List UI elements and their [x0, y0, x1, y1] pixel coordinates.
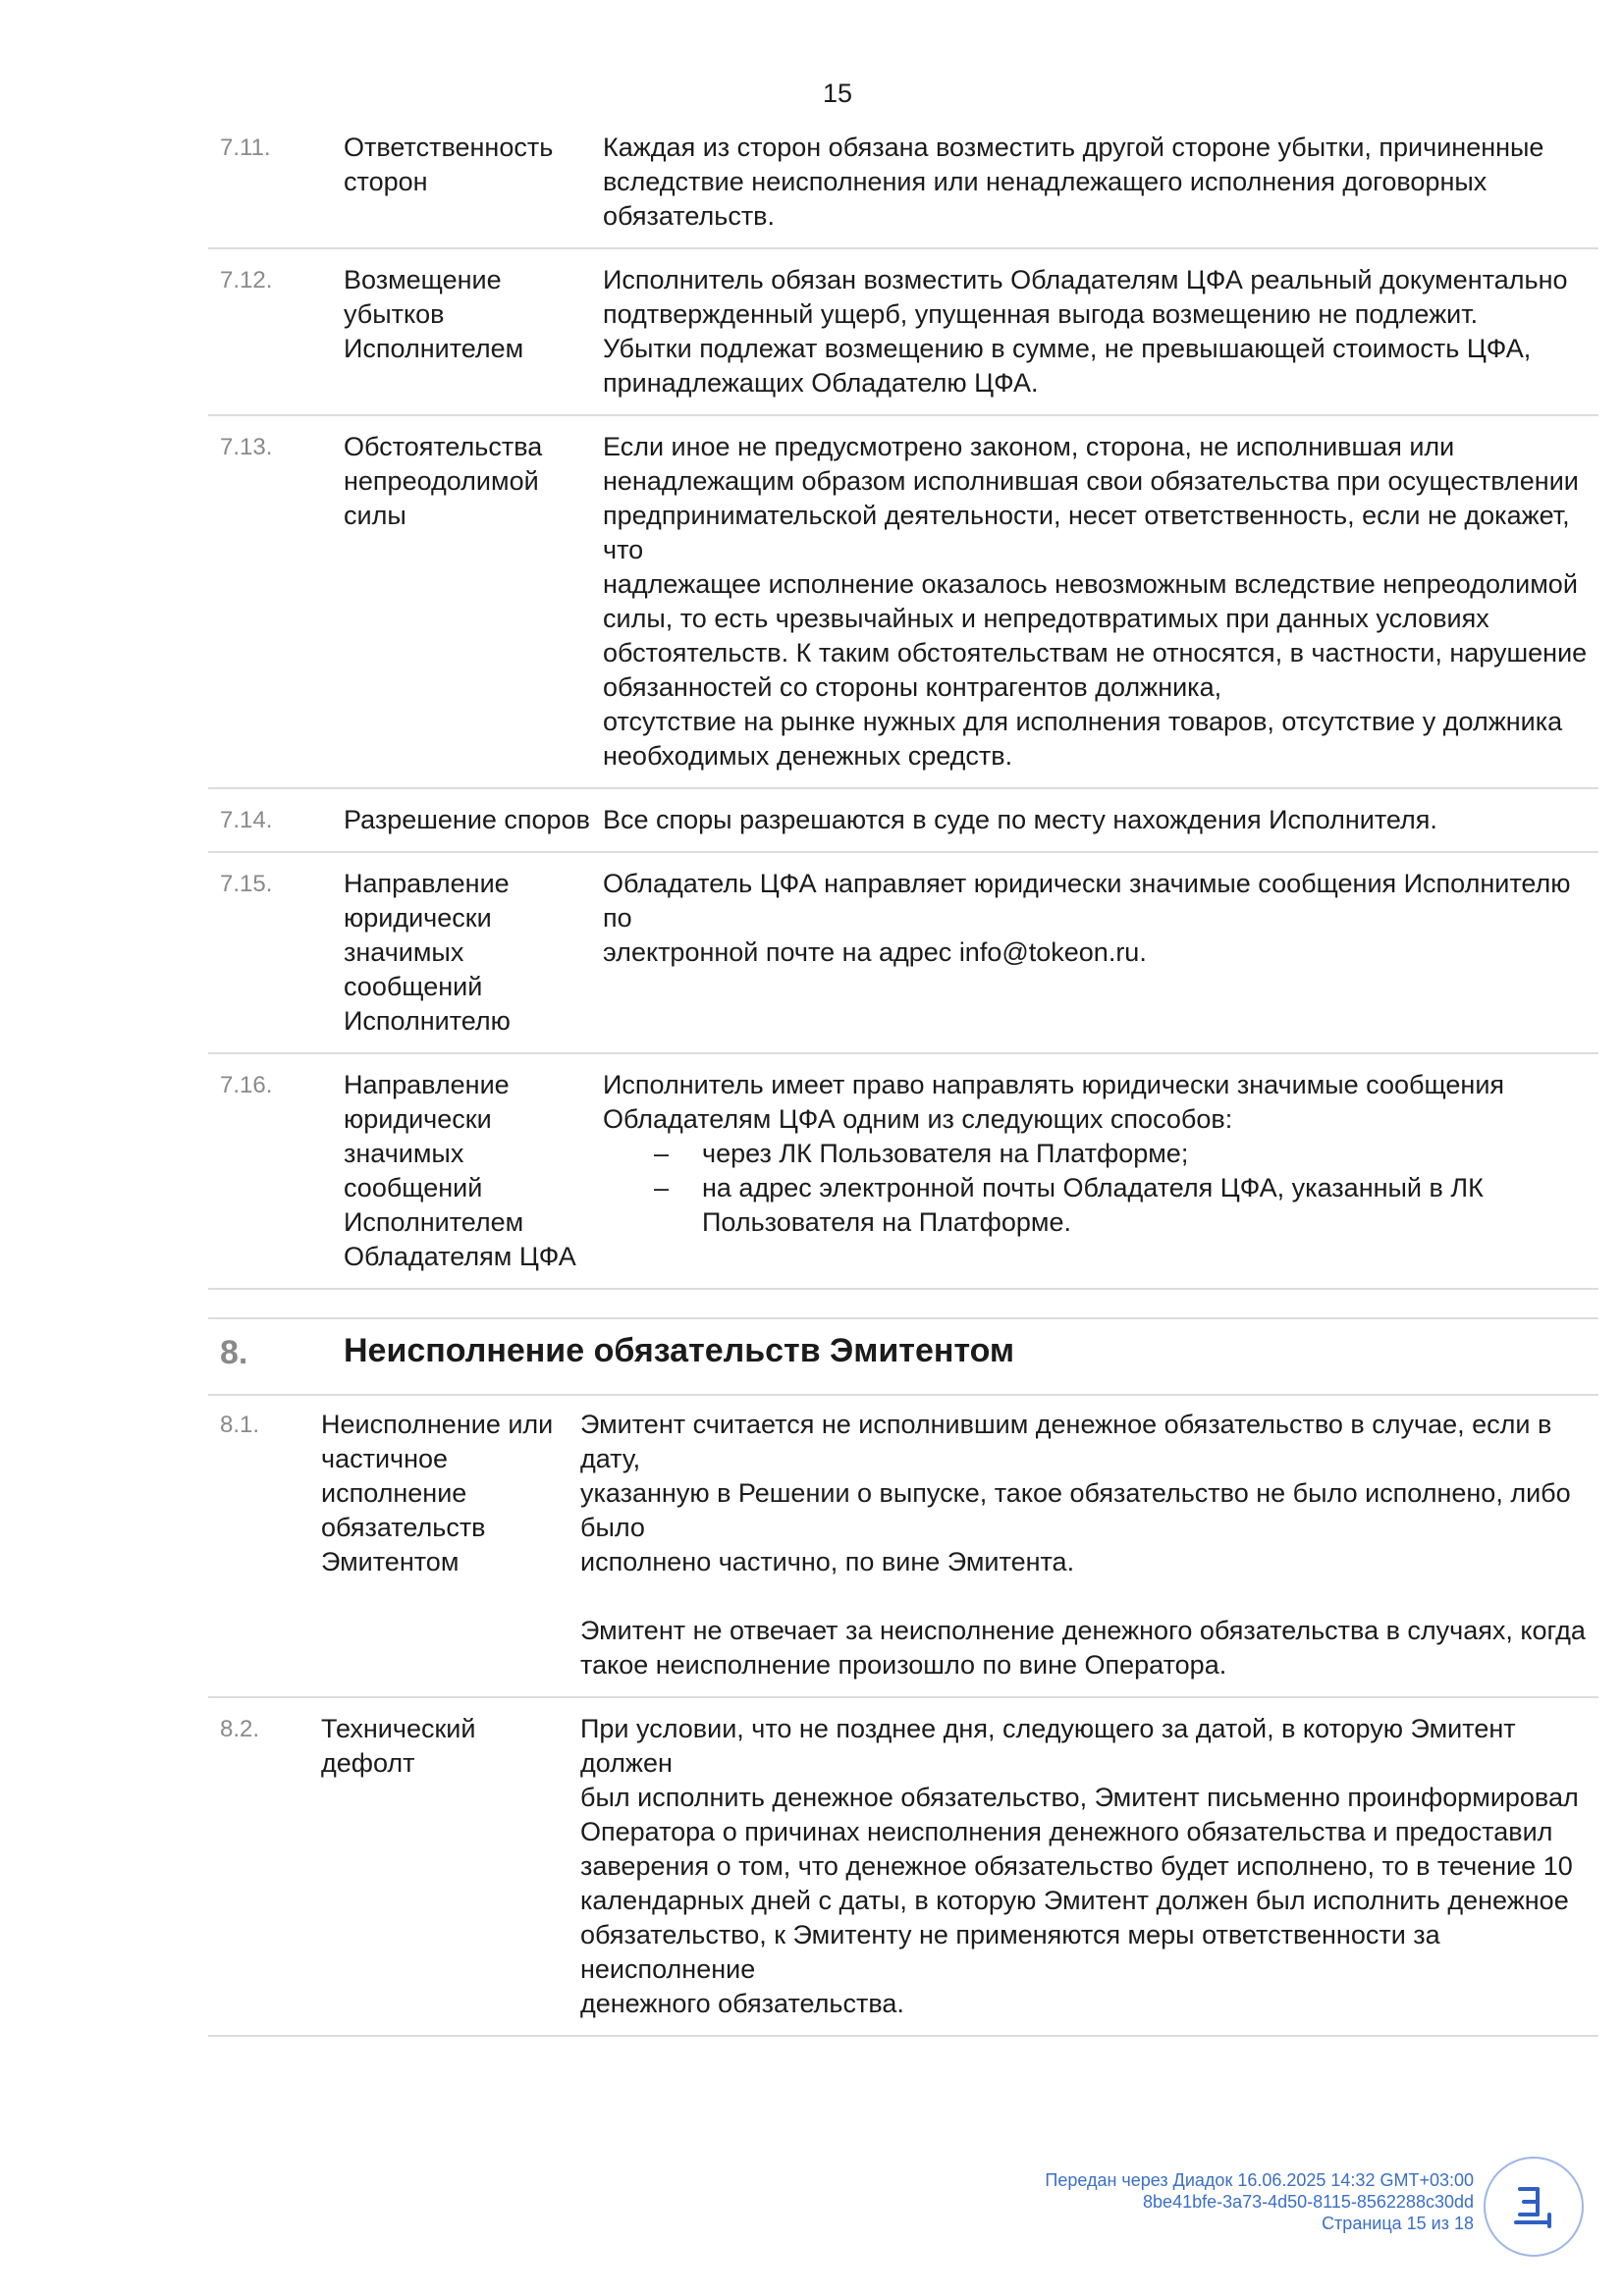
- section-number: 8.: [220, 1334, 248, 1371]
- clause-row: [208, 117, 1598, 248]
- text-line: надлежащее исполнение оказалось невозможным вследствие непреодолимой: [603, 569, 1578, 599]
- clause-paragraph: [603, 131, 1598, 234]
- clause-title: [344, 117, 603, 248]
- diadoc-stamp: [1045, 2169, 1474, 2234]
- text-line: необходимых денежных средств.: [603, 741, 1013, 771]
- text-line: силы, то есть чрезвычайных и непредотвратимых при данных условиях: [603, 604, 1489, 633]
- text-line: При условии, что не позднее дня, следующего за датой, в которую Эмитент должен: [580, 1714, 1516, 1778]
- text-line: Пользователя на Платформе.: [702, 1207, 1071, 1237]
- clause-title-line: Направление: [344, 1070, 510, 1099]
- clause-row: [208, 1394, 1598, 1697]
- clause-number: 7.12.: [220, 267, 273, 294]
- clause-text: [603, 415, 1598, 788]
- stamp-transfer-line: Передан через Диадок 16.06.2025 14:32 GMT+03:00: [1045, 2170, 1474, 2190]
- text-line: через ЛК Пользователя на Платформе;: [702, 1139, 1189, 1168]
- text-line: обязанностей со стороны контрагентов должника,: [603, 672, 1222, 702]
- clause-number: 8.1.: [220, 1412, 260, 1438]
- text-line: календарных дней с даты, в которую Эмитент должен был исполнить денежное: [580, 1886, 1569, 1915]
- clause-title-line: Обладателям ЦФА: [344, 1242, 576, 1271]
- clause-title-line: Возмещение: [344, 265, 502, 294]
- paragraph-gap: [580, 1579, 1598, 1614]
- page-number: 15: [822, 79, 853, 108]
- text-line: Исполнитель имеет право направлять юридически значимые сообщения: [603, 1070, 1505, 1099]
- text-line: Эмитент не отвечает за неисполнение денежного обязательства в случаях, когда: [580, 1616, 1586, 1645]
- section-8-table: [208, 1394, 1598, 2037]
- clause-number: 7.13.: [220, 434, 273, 460]
- clause-paragraph: [580, 1408, 1598, 1579]
- text-line: денежного обязательства.: [580, 1989, 904, 2018]
- clause-text: [603, 788, 1598, 852]
- clause-text: [580, 1394, 1598, 1697]
- stamp-document-id: 8be41bfe-3a73-4d50-8115-8562288c30dd: [1143, 2192, 1474, 2212]
- text-line: Обладатель ЦФА направляет юридически значимые сообщения Исполнителю по: [603, 869, 1571, 933]
- text-line: электронной почте на адрес info@tokeon.ru.: [603, 937, 1147, 967]
- dash-marker: –: [654, 1139, 670, 1168]
- clause-title-line: обязательств: [321, 1513, 486, 1542]
- clause-title: [344, 1053, 603, 1289]
- clause-title-line: частичное: [321, 1444, 449, 1473]
- clause-paragraph: [603, 867, 1598, 970]
- clause-paragraph: [603, 803, 1598, 837]
- clause-row: [208, 248, 1598, 415]
- text-line: обстоятельств. К таким обстоятельствам не относятся, в частности, нарушение: [603, 638, 1588, 667]
- clause-title: [344, 852, 603, 1053]
- text-line: исполнено частично, по вине Эмитента.: [580, 1547, 1075, 1576]
- clause-number: 7.11.: [220, 134, 271, 161]
- text-line: вследствие неисполнения или ненадлежащего исполнения договорных: [603, 167, 1488, 196]
- text-line: обязательство, к Эмитенту не применяются меры ответственности за неисполнение: [580, 1920, 1440, 1984]
- clause-title: [321, 1394, 580, 1697]
- clause-title: [321, 1697, 580, 2036]
- clause-title-line: Исполнителю: [344, 1006, 511, 1036]
- clause-number: 7.16.: [220, 1072, 273, 1098]
- text-line: Эмитент считается не исполнившим денежное обязательство в случае, если в дату,: [580, 1410, 1552, 1473]
- clause-title-line: Ответственность: [344, 133, 554, 162]
- clause-row: [208, 788, 1598, 852]
- clause-title-line: силы: [344, 501, 406, 530]
- section-title: Неисполнение обязательств Эмитентом: [344, 1332, 1015, 1369]
- bullet-item: [603, 1171, 1598, 1240]
- text-line: на адрес электронной почты Обладателя ЦФА, указанный в ЛК: [702, 1173, 1484, 1202]
- clause-row: [208, 852, 1598, 1053]
- text-line: Каждая из сторон обязана возместить другой стороне убытки, причиненные: [603, 133, 1544, 162]
- clause-number: 8.2.: [220, 1716, 260, 1742]
- clause-title-line: Неисполнение или: [321, 1410, 554, 1439]
- clause-title-line: сообщений: [344, 1173, 483, 1202]
- text-line: обязательств.: [603, 201, 776, 231]
- text-line: подтвержденный ущерб, упущенная выгода возмещению не подлежит.: [603, 299, 1479, 329]
- bullet-list: [603, 1137, 1598, 1240]
- diadoc-logo-icon: [1484, 2157, 1584, 2257]
- section-7-table: [208, 117, 1598, 1290]
- clause-text: [603, 117, 1598, 248]
- clause-title-line: Исполнителем: [344, 1207, 524, 1237]
- clause-number: 7.15.: [220, 871, 273, 897]
- clause-title-line: сторон: [344, 167, 428, 196]
- clause-number: 7.14.: [220, 807, 273, 833]
- text-line: Исполнитель обязан возместить Обладателям ЦФА реальный документально: [603, 265, 1568, 294]
- clause-row: [208, 1053, 1598, 1289]
- clause-title-line: сообщений: [344, 972, 483, 1001]
- text-line: был исполнить денежное обязательство, Эмитент письменно проинформировал: [580, 1783, 1579, 1812]
- clause-paragraph: [580, 1614, 1598, 1682]
- clause-title: [344, 788, 603, 852]
- clause-paragraph: [580, 1712, 1598, 2021]
- text-line: Если иное не предусмотрено законом, сторона, не исполнившая или: [603, 432, 1455, 461]
- text-line: Оператора о причинах неисполнения денежного обязательства и предоставил: [580, 1817, 1553, 1846]
- text-line: предпринимательской деятельности, несет ответственность, если не докажет, что: [603, 501, 1570, 564]
- diadoc-logo-glyph: [1514, 2185, 1553, 2228]
- section-8-header: [208, 1317, 1598, 1396]
- clause-text: [603, 1053, 1598, 1289]
- clause-paragraph: [603, 430, 1598, 774]
- clause-title-line: Технический: [321, 1714, 476, 1743]
- clause-title-line: Эмитентом: [321, 1547, 460, 1576]
- clause-title-line: Обстоятельства: [344, 432, 543, 461]
- dash-marker: –: [654, 1173, 670, 1202]
- text-line: указанную в Решении о выпуске, такое обязательство не было исполнено, либо было: [580, 1478, 1571, 1542]
- bullet-item: [603, 1137, 1598, 1171]
- clause-text: [580, 1697, 1598, 2036]
- text-line: отсутствие на рынке нужных для исполнения товаров, отсутствие у должника: [603, 707, 1563, 736]
- clause-paragraph: [603, 263, 1598, 400]
- clause-title-line: дефолт: [321, 1748, 415, 1778]
- stamp-page-count: Страница 15 из 18: [1322, 2214, 1474, 2233]
- clause-paragraph: [603, 1068, 1598, 1137]
- text-line: принадлежащих Обладателю ЦФА.: [603, 368, 1039, 398]
- clause-text: [603, 852, 1598, 1053]
- clause-row: [208, 415, 1598, 788]
- clause-title-line: Исполнителем: [344, 334, 524, 363]
- text-line: заверения о том, что денежное обязательство будет исполнено, то в течение 10: [580, 1851, 1573, 1881]
- clause-title-line: исполнение: [321, 1478, 467, 1508]
- text-line: ненадлежащим образом исполнившая свои обязательства при осуществлении: [603, 466, 1579, 496]
- clause-row: [208, 1697, 1598, 2036]
- clause-title-line: значимых: [344, 937, 464, 967]
- clause-title: [344, 248, 603, 415]
- text-line: такое неисполнение произошло по вине Оператора.: [580, 1650, 1227, 1680]
- clause-text: [603, 248, 1598, 415]
- text-line: Все споры разрешаются в суде по месту нахождения Исполнителя.: [603, 805, 1437, 834]
- clause-title-line: значимых: [344, 1139, 464, 1168]
- clause-title-line: юридически: [344, 903, 492, 933]
- clause-title: [344, 415, 603, 788]
- clause-title-line: Разрешение споров: [344, 805, 590, 834]
- text-line: Обладателям ЦФА одним из следующих способов:: [603, 1104, 1233, 1134]
- clause-title-line: Направление: [344, 869, 510, 898]
- clause-title-line: убытков: [344, 299, 445, 329]
- clause-title-line: юридически: [344, 1104, 492, 1134]
- text-line: Убытки подлежат возмещению в сумме, не превышающей стоимость ЦФА,: [603, 334, 1532, 363]
- clause-title-line: непреодолимой: [344, 466, 539, 496]
